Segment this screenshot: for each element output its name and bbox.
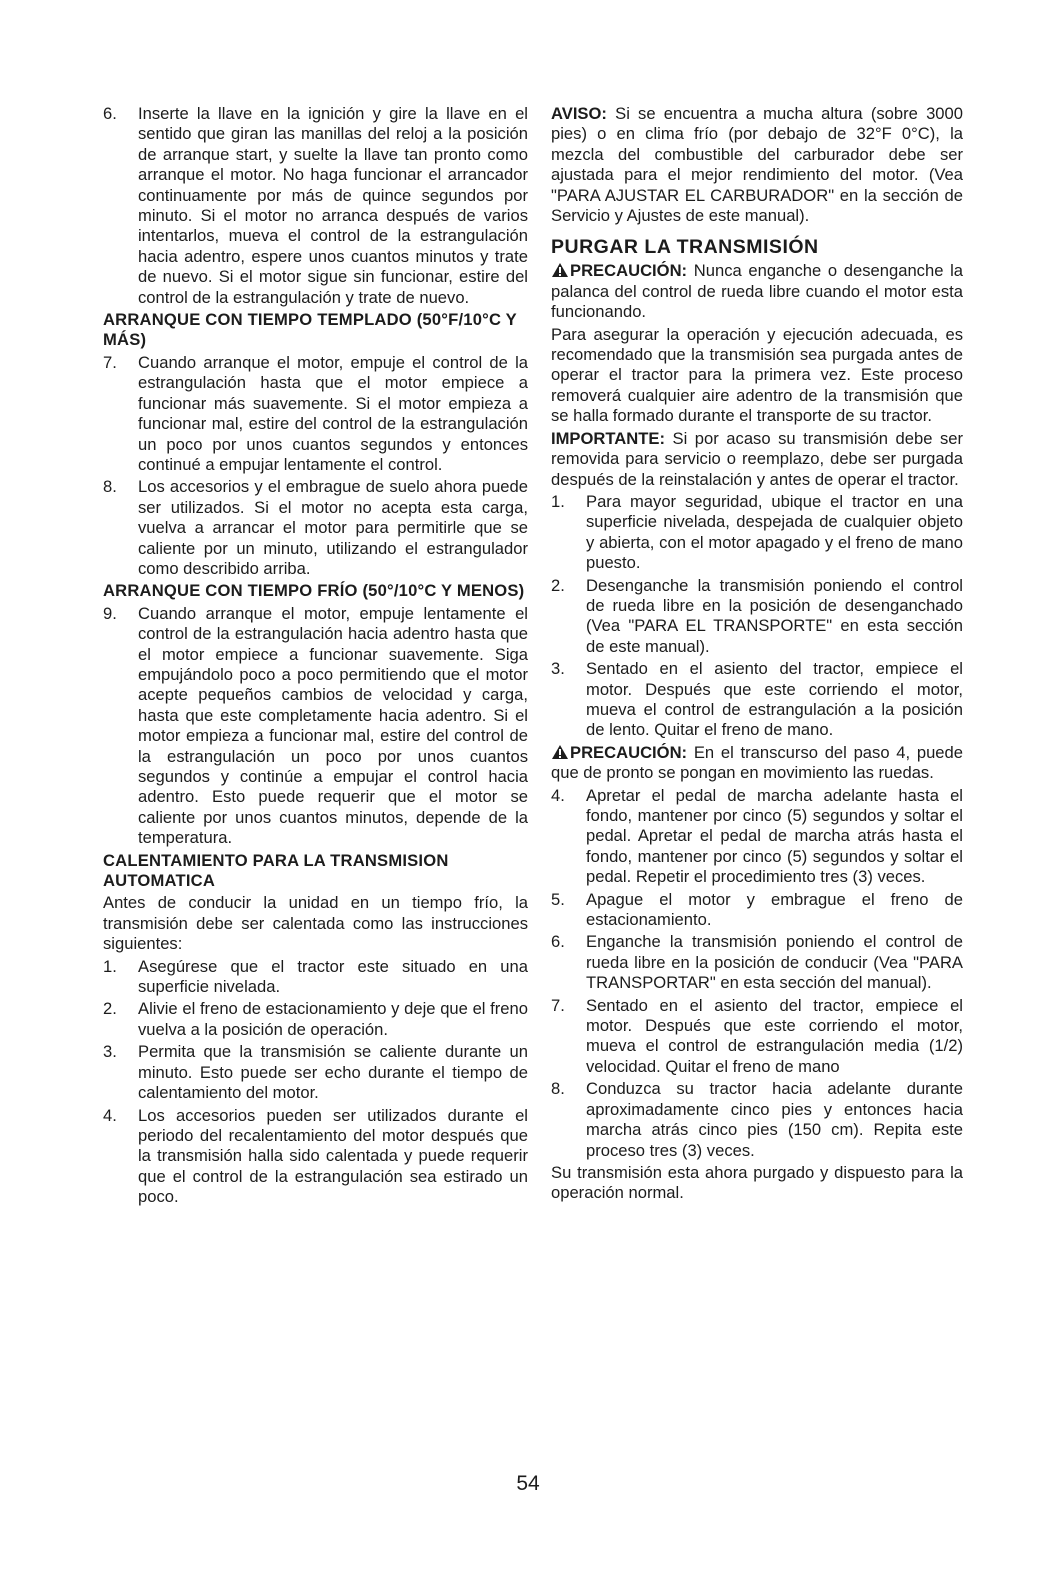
warning-icon [551,262,569,278]
list-item [103,353,528,475]
importante-text: Si por acaso su transmisión debe ser removida para servicio o reemplazo, debe ser purgada después de la reinstalación y antes de operar el tractor. [551,428,963,489]
item-number: 2. [551,575,565,595]
list-item [103,1106,528,1208]
purpose-paragraph: Para asegurar la operación y ejecución adecuada, es recomendado que la transmisión sea purgada antes de operar el tractor para la primera vez. Este proceso removerá cualquier aire adentro de la transmisión que se halla formado durante el transporte de su tractor. [551,324,963,426]
item-number: 3. [103,1042,117,1062]
list-item [551,932,963,993]
item-text: Sentado en el asiento del tractor, empiece el motor. Después que este corriendo el motor, mueva el control de estrangulación a la posición de lento. Quitar el freno de mano. [586,659,963,740]
item-text: Los accesorios y el embrague de suelo ahora puede ser utilizados. Si el motor no acepta esta carga, vuelva a arrancar el motor para permitirle que se caliente por un minuto, utilizando el estrangulador como describido arriba. [138,477,528,578]
warm-steps-list [103,957,528,1208]
list-item [103,1042,528,1103]
aviso-paragraph [551,104,963,226]
item-text: Asegúrese que el tractor este situado en una superficie nivelada. [138,956,528,997]
item-text: Alivie el freno de estacionamiento y deje que el freno vuelva a la posición de operación. [138,999,528,1039]
item-number: 1. [551,491,565,511]
list-item [103,957,528,998]
item-number: 9. [103,603,117,623]
list-item [551,786,963,888]
list-item [551,659,963,741]
item-text: Conduzca su tractor hacia adelante durante aproximadamente cinco pies y entonces hacia marcha atrás cinco pies (150 cm). Repita este proceso tres (3) veces. [586,1079,963,1160]
list-item [103,104,528,308]
heading-purgar: PURGAR LA TRANSMISIÓN [551,236,819,259]
precaucion-text: Nunca enganche o desenganche la palanca del control de rueda libre cuando el motor esta funcionando. [551,261,963,322]
list-item [551,890,963,931]
item-text: Apretar el pedal de marcha adelante hasta el fondo, mantener por cinco (5) segundos y soltar el pedal. Apretar el pedal de marcha atrás hasta el fondo, mantener por cinco (5) segundos y soltar el pedal. Repetir el procedimiento tres (3) veces. [586,785,963,887]
precaucion-paragraph-2 [551,743,963,784]
precaucion-text: En el transcurso del paso 4, puede que de pronto se pongan en movimiento las ruedas. [551,742,963,783]
list-item [551,1079,963,1161]
item-number: 8. [103,477,117,497]
item-text: Inserte la llave en la ignición y gire la llave en el sentido que giran las manillas del reloj a la posición de arranque start, y suelte la llave tan pronto como arranque el motor. No haga funcionar el arrancador continuamente por más de quince segundos por minuto. Si el motor no arranca después de varios intentarlos, mueva el control de la estrangulación hacia adentro, espere unos cuantos minutos y trate de nuevo. Si el motor sigue sin funcionar, estire del control de la estrangulación y trate de nuevo. [138,104,528,307]
precaucion-label: PRECAUCIÓN: [570,742,688,762]
heading-arranque-frio: ARRANQUE CON TIEMPO FRÍO (50°/10°C Y MENOS) [103,581,525,601]
item-number: 8. [551,1079,565,1099]
heading-calentamiento: CALENTAMIENTO PARA LA TRANSMISION AUTOMATICA [103,850,449,891]
precaucion-paragraph [551,261,963,322]
item-text: Cuando arranque el motor, empuje el control de la estrangulación hasta que el motor empiece a funcionar más suavemente. Si el motor empieza a funcionar mal, estire del control de la estrangulación un poco por unos cuantos segundos y entonces continué a empujar lentamente el control. [138,352,528,474]
item-text: Sentado en el asiento del tractor, empiece el motor. Después que este corriendo el motor, mueva el control de estrangulación media (1/2) velocidad. Quitar el freno de mano [586,995,963,1076]
purge-steps-list-continued [551,786,963,1161]
item-text: Desenganche la transmisión poniendo el control de rueda libre en la posición de desenganchado (Vea "PARA EL TRANSPORTE" en esta sección de este manual). [586,575,963,656]
importante-label: IMPORTANTE: [551,428,665,448]
intro-calentamiento: Antes de conducir la unidad en un tiempo frío, la transmisión debe ser calentada como las instrucciones siguientes: [103,893,528,954]
heading-arranque-templado: ARRANQUE CON TIEMPO TEMPLADO (50°F/10°C Y MÁS) [103,310,517,350]
right-column [551,104,963,1206]
precaucion-label: PRECAUCIÓN: [570,261,688,281]
list-item [103,477,528,579]
item-number: 3. [551,659,565,679]
list-item [103,604,528,849]
item-text: Cuando arranque el motor, empuje lentamente el control de la estrangulación hacia adentro hasta que el motor empiece a funcionar suavemente. Siga empujándolo poco a poco permitiendo que el motor acepte pequeños cambios de velocidad y carga, hasta que este completamente hacia adentro. Si el motor empieza a funcionar mal, estire del control de la estrangulación un poco por unos cuantos segundos y continúe a empujar el control hacia adentro. Esto puede requerir que el motor se caliente por unos cuantos minutos, depende de la temperatura. [138,603,528,848]
item-number: 1. [103,956,117,976]
item-number: 4. [551,785,565,805]
list-item [551,492,963,574]
item-text: Permita que la transmisión se caliente durante un minuto. Esto puede ser echo durante el tiempo de calentamiento del motor. [138,1042,528,1103]
list-item [551,996,963,1078]
importante-paragraph [551,429,963,490]
item-number: 6. [103,104,117,123]
aviso-text: Si se encuentra a mucha altura (sobre 3000 pies) o en clima frío (por debajo de 32°F 0°C), la mezcla del combustible del carburador debe ser ajustada para el mejor rendimiento del motor. (Vea "PARA AJUSTAR EL CARBURADOR" en la sección de Servicio y Ajustes de este manual). [551,104,963,226]
closing-paragraph: Su transmisión esta ahora purgado y dispuesto para la operación normal. [551,1162,963,1203]
purge-steps-list [551,492,963,741]
item-text: Los accesorios pueden ser utilizados durante el periodo del recalentamiento del motor después que la transmisión halla sido calentada y puede requerir que el control de la estrangulación sea estirado un poco. [138,1105,528,1207]
item-text: Enganche la transmisión poniendo el control de rueda libre en la posición de conducir (Vea "PARA TRANSPORTAR" en esta sección del manual). [586,932,963,993]
item-number: 7. [551,995,565,1015]
item-number: 6. [551,932,565,952]
item-text: Para mayor seguridad, ubique el tractor en una superficie nivelada, despejada de cualquier objeto y abierta, con el motor apagado y el freno de mano puesto. [586,491,963,573]
left-column [103,104,528,1210]
list-item [551,576,963,658]
list-item [103,999,528,1040]
item-number: 7. [103,352,117,372]
page-number: 54 [516,1472,540,1495]
warning-icon [551,744,569,760]
item-text: Apague el motor y embrague el freno de estacionamiento. [586,889,963,930]
item-number: 4. [103,1105,117,1125]
item-number: 5. [551,889,565,909]
item-number: 2. [103,999,117,1019]
aviso-label: AVISO: [551,104,607,123]
